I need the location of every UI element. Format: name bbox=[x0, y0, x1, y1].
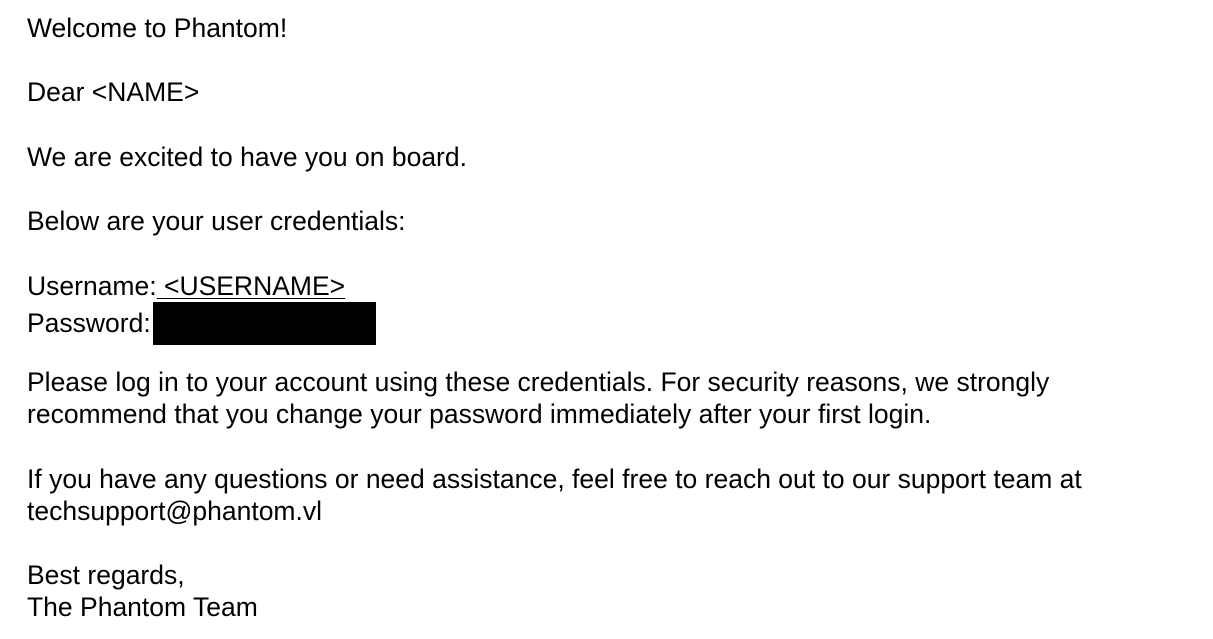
support-text-line-1: If you have any questions or need assistance, feel free to reach out to our support team at bbox=[27, 463, 1082, 494]
salutation: Dear <NAME> bbox=[27, 77, 200, 108]
spacer bbox=[27, 109, 1197, 141]
password-redaction-box bbox=[153, 302, 376, 345]
security-text-line-2: recommend that you change your password immediately after your first login. bbox=[27, 399, 932, 430]
username-label: Username: bbox=[27, 270, 157, 301]
spacer bbox=[27, 430, 1197, 462]
intro-text: We are excited to have you on board. bbox=[27, 141, 467, 172]
password-label: Password: bbox=[27, 307, 151, 338]
credentials-intro: Below are your user credentials: bbox=[27, 206, 406, 237]
spacer bbox=[27, 237, 1197, 269]
support-email[interactable]: techsupport@phantom.vl bbox=[27, 495, 323, 526]
signature: The Phantom Team bbox=[27, 592, 258, 623]
username-row bbox=[27, 270, 1197, 302]
spacer bbox=[27, 173, 1197, 205]
closing-text: Best regards, bbox=[27, 560, 185, 591]
email-body bbox=[27, 12, 1197, 624]
spacer bbox=[27, 44, 1197, 76]
spacer bbox=[27, 527, 1197, 559]
welcome-heading: Welcome to Phantom! bbox=[27, 13, 288, 43]
username-value: <USERNAME> bbox=[156, 270, 346, 301]
security-text-line-1: Please log in to your account using these credentials. For security reasons, we strongly bbox=[27, 367, 1050, 398]
password-row bbox=[27, 302, 1197, 338]
